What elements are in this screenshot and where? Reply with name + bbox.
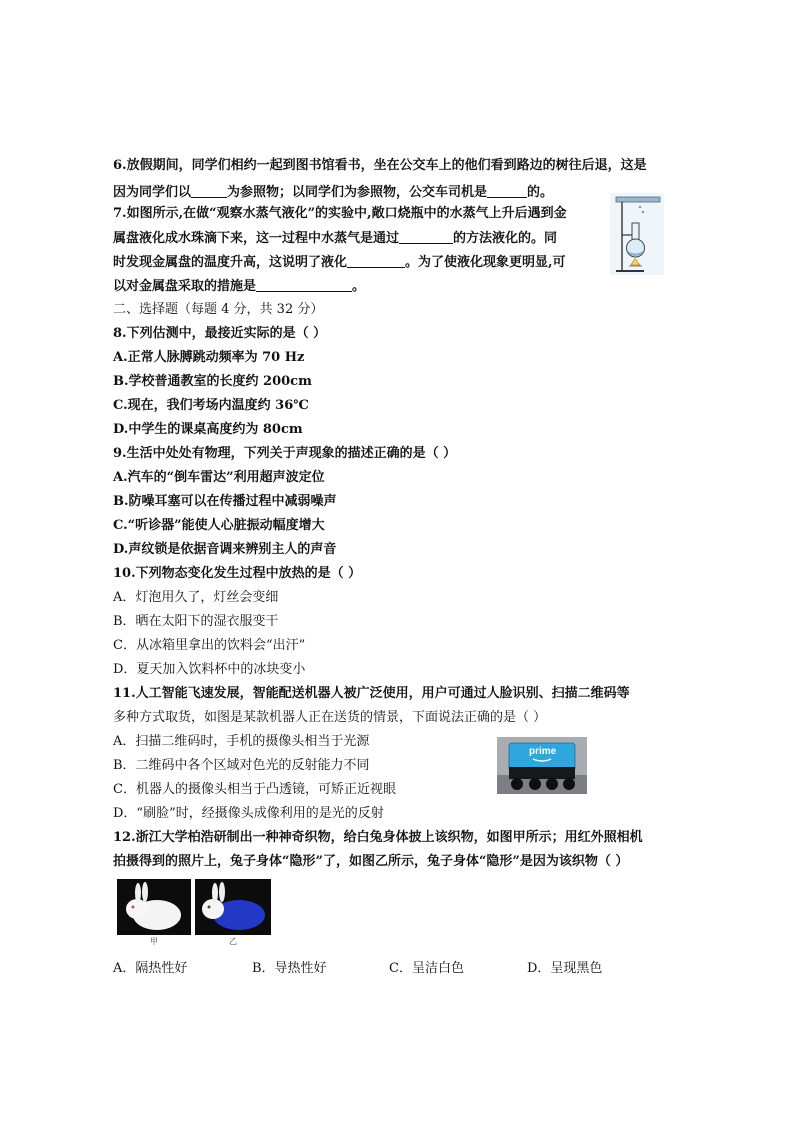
q10-stem: 10.下列物态变化发生过程中放热的是（ ） xyxy=(113,566,362,581)
q12-option-b[interactable]: B．导热性好 xyxy=(252,961,327,976)
q7-line3-part2: 。为了使液化现象更明显,可 xyxy=(405,255,566,270)
q6-blank1[interactable] xyxy=(191,183,227,198)
q8-stem: 8.下列估测中，最接近实际的是（ ） xyxy=(113,326,327,341)
q11-line1: 11.人工智能飞速发展，智能配送机器人被广泛使用，用户可通过人脸识别、扫描二维码等 xyxy=(113,686,630,701)
q8-option-d[interactable]: D.中学生的课桌高度约为 80cm xyxy=(113,422,303,437)
q12-line2: 拍摄得到的照片上，兔子身体“隐形”了，如图乙所示，兔子身体“隐形”是因为该织物（ ） xyxy=(113,854,629,869)
q7-line4-part1: 以对金属盘采取的措施是 xyxy=(113,279,257,294)
q7-line4 xyxy=(113,277,365,296)
q7-line4-part2: 。 xyxy=(352,279,366,294)
q12-option-a[interactable]: A．隔热性好 xyxy=(113,961,188,976)
q12-rabbit-photo-b xyxy=(195,879,271,935)
q7-blank1[interactable] xyxy=(399,229,453,244)
q7-line2-part2: 的方法液化的。同 xyxy=(453,231,558,246)
q7-blank2[interactable] xyxy=(347,253,405,268)
q7-line3-part1: 时发现金属盘的温度升高，这说明了液化 xyxy=(113,255,348,270)
q11-robot-photo xyxy=(497,737,587,794)
q7-line3 xyxy=(113,253,566,272)
q12-option-d[interactable]: D．呈现黑色 xyxy=(527,961,603,976)
q6-line2-part3: 的。 xyxy=(527,185,554,200)
q6-line2 xyxy=(113,183,553,202)
q9-option-c[interactable]: C.“听诊器”能使人心脏振动幅度增大 xyxy=(113,518,325,533)
q9-option-d[interactable]: D.声纹锁是依据音调来辨别主人的声音 xyxy=(113,542,337,557)
q8-option-a[interactable]: A.正常人脉膊跳动频率为 70 Hz xyxy=(113,350,305,365)
q6-line2-part1: 因为同学们以 xyxy=(113,185,192,200)
q7-line1: 7.如图所示,在做“观察水蒸气液化”的实验中,敞口烧瓶中的水蒸气上升后遇到金 xyxy=(113,206,567,221)
q10-option-a[interactable]: A．灯泡用久了，灯丝会变细 xyxy=(113,590,279,605)
q6-blank2[interactable] xyxy=(487,183,527,198)
q9-stem: 9.生活中处处有物理，下列关于声现象的描述正确的是（ ） xyxy=(113,446,457,461)
q7-blank3[interactable] xyxy=(256,277,352,292)
q11-option-c[interactable]: C．机器人的摄像头相当于凸透镜，可矫正近视眼 xyxy=(113,782,396,797)
q11-option-b[interactable]: B．二维码中各个区域对色光的反射能力不同 xyxy=(113,758,370,773)
q12-option-c[interactable]: C．呈洁白色 xyxy=(389,961,464,976)
q12-line1: 12.浙江大学柏浩研制出一种神奇织物，给白兔身体披上该织物，如图甲所示；用红外照相机 xyxy=(113,830,643,845)
q7-line2-part1: 属盘液化成水珠滴下来，这一过程中水蒸气是通过 xyxy=(113,231,400,246)
robot-prime-label: prime xyxy=(529,746,557,757)
q8-option-c[interactable]: C.现在，我们考场内温度约 36℃ xyxy=(113,398,309,413)
q6-line1: 6.放假期间，同学们相约一起到图书馆看书，坐在公交车上的他们看到路边的树往后退，这是 xyxy=(113,158,647,173)
q7-condensation-figure xyxy=(610,193,664,275)
q11-option-a[interactable]: A．扫描二维码时，手机的摄像头相当于光源 xyxy=(113,734,370,749)
q7-line2 xyxy=(113,229,557,248)
q11-line2: 多种方式取货，如图是某款机器人正在送货的情景，下面说法正确的是（ ） xyxy=(113,710,547,725)
section2-title: 二、选择题（每题 4 分，共 32 分） xyxy=(113,302,324,317)
q8-option-b[interactable]: B.学校普通教室的长度约 200cm xyxy=(113,374,312,389)
q10-option-d[interactable]: D．夏天加入饮料杯中的冰块变小 xyxy=(113,662,306,677)
q6-line2-part2: 为参照物；以同学们为参照物，公交车司机是 xyxy=(227,185,488,200)
q12-fig-label-b: 乙 xyxy=(229,937,237,946)
q10-option-c[interactable]: C．从冰箱里拿出的饮料会“出汗” xyxy=(113,638,306,653)
q12-fig-label-a: 甲 xyxy=(150,937,158,946)
q9-option-a[interactable]: A.汽车的“倒车雷达”利用超声波定位 xyxy=(113,470,325,485)
q9-option-b[interactable]: B.防噪耳塞可以在传播过程中减弱噪声 xyxy=(113,494,337,509)
q10-option-b[interactable]: B．晒在太阳下的湿衣服变干 xyxy=(113,614,279,629)
q11-option-d[interactable]: D．“刷脸”时，经摄像头成像利用的是光的反射 xyxy=(113,806,384,821)
q12-rabbit-photo-a xyxy=(117,879,191,935)
